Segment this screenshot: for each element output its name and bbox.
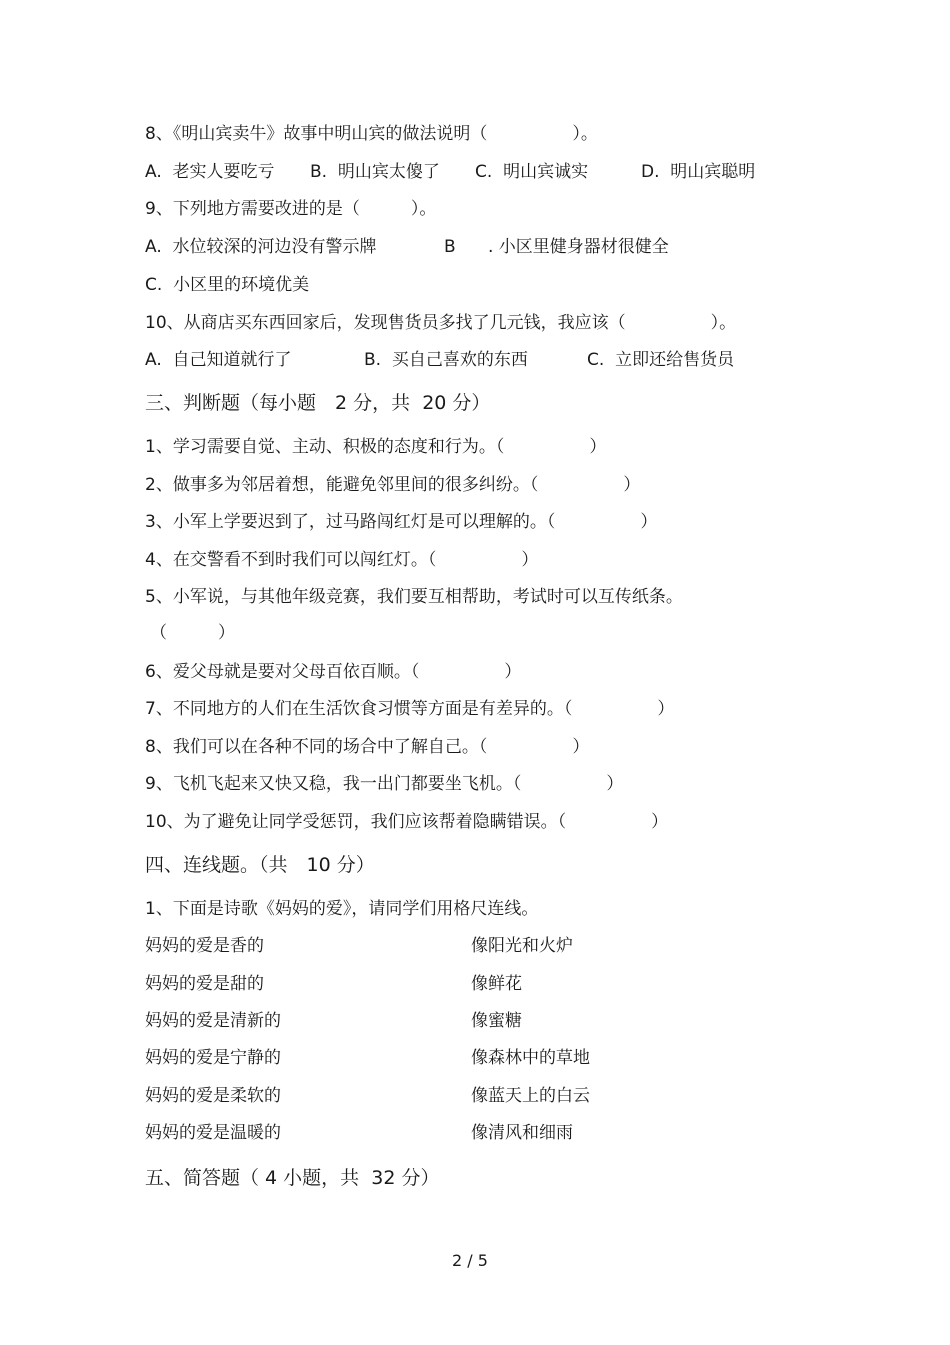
judge-item: 1、学习需要自觉、主动、积极的态度和行为。（ ） <box>145 437 607 457</box>
section-4-instruction: 1、下面是诗歌《妈妈的爱》，请同学们用格尺连线。 <box>145 899 539 919</box>
question-9-stem: 9、下列地方需要改进的是（ ）。 <box>145 199 437 219</box>
matching-right-item: 像阳光和火炉 <box>471 936 573 956</box>
question-8-option-a: A. 老实人要吃亏 <box>145 162 275 182</box>
judge-item: 8、我们可以在各种不同的场合中了解自己。（ ） <box>145 737 590 757</box>
question-10-option-c: C. 立即还给售货员 <box>587 350 735 370</box>
matching-left-item: 妈妈的爱是甜的 <box>145 974 264 994</box>
question-8-stem: 8、《明山宾卖牛》故事中明山宾的做法说明（ ）。 <box>145 124 598 144</box>
judge-item: 10、为了避免让同学受惩罚，我们应该帮着隐瞒错误。（ ） <box>145 812 669 832</box>
judge-item: 5、小军说，与其他年级竞赛，我们要互相帮助，考试时可以互传纸条。 <box>145 587 683 607</box>
question-10-stem: 10、从商店买东西回家后，发现售货员多找了几元钱，我应该（ ）。 <box>145 313 737 333</box>
section-4-title: 四、连线题。（共 10 分） <box>145 854 375 876</box>
matching-left-item: 妈妈的爱是柔软的 <box>145 1086 281 1106</box>
question-8-option-d: D. 明山宾聪明 <box>641 162 756 182</box>
matching-right-item: 像清风和细雨 <box>471 1123 573 1143</box>
judge-item: 3、小军上学要迟到了，过马路闯红灯是可以理解的。（ ） <box>145 512 658 532</box>
section-5-title: 五、简答题（ 4 小题，共 32 分） <box>145 1167 440 1189</box>
matching-right-item: 像蓝天上的白云 <box>471 1086 590 1106</box>
page-number: 2 / 5 <box>452 1251 488 1270</box>
question-9-option-b-letter: B <box>444 237 456 257</box>
judge-item: 7、不同地方的人们在生活饮食习惯等方面是有差异的。（ ） <box>145 699 675 719</box>
judge-item-bracket: （ ） <box>150 623 235 643</box>
question-9-option-c: C. 小区里的环境优美 <box>145 275 310 295</box>
question-9-option-b-text: . 小区里健身器材很健全 <box>488 237 669 257</box>
matching-left-item: 妈妈的爱是香的 <box>145 936 264 956</box>
question-10-option-b: B. 买自己喜欢的东西 <box>364 350 528 370</box>
judge-item: 9、飞机飞起来又快又稳，我一出门都要坐飞机。（ ） <box>145 774 624 794</box>
question-10-option-a: A. 自己知道就行了 <box>145 350 292 370</box>
matching-right-item: 像森林中的草地 <box>471 1048 590 1068</box>
matching-left-item: 妈妈的爱是清新的 <box>145 1011 281 1031</box>
matching-right-item: 像鲜花 <box>471 974 522 994</box>
judge-item: 4、在交警看不到时我们可以闯红灯。（ ） <box>145 550 539 570</box>
question-8-option-b: B. 明山宾太傻了 <box>310 162 440 182</box>
question-8-option-c: C. 明山宾诚实 <box>475 162 589 182</box>
question-9-option-a: A. 水位较深的河边没有警示牌 <box>145 237 377 257</box>
matching-right-item: 像蜜糖 <box>471 1011 522 1031</box>
judge-item: 2、做事多为邻居着想，能避免邻里间的很多纠纷。（ ） <box>145 475 641 495</box>
matching-left-item: 妈妈的爱是温暖的 <box>145 1123 281 1143</box>
section-3-title: 三、判断题（每小题 2 分，共 20 分） <box>145 392 491 414</box>
judge-item: 6、爱父母就是要对父母百依百顺。（ ） <box>145 662 522 682</box>
matching-left-item: 妈妈的爱是宁静的 <box>145 1048 281 1068</box>
